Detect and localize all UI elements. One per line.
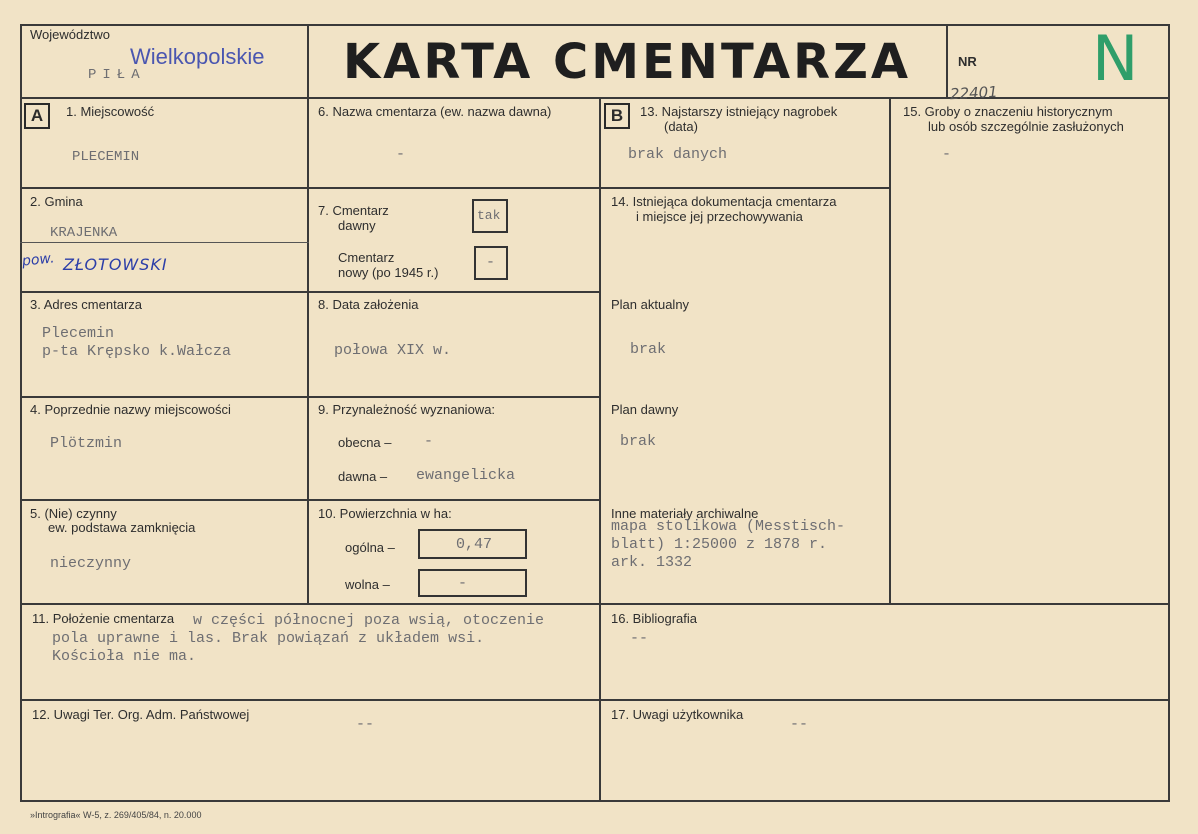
f9-label: 9. Przynależność wyznaniowa: — [318, 402, 496, 417]
f7-label-line2: dawny — [338, 218, 376, 233]
f7-nowy-line2: nowy (po 1945 r.) — [338, 265, 439, 280]
row-line — [20, 291, 309, 293]
frame-top — [20, 24, 1170, 26]
card-title: KARTA CMENTARZA — [342, 34, 912, 90]
f2-label: 2. Gmina — [30, 194, 83, 209]
row-line — [20, 242, 309, 243]
f8-value: połowa XIX w. — [334, 342, 452, 359]
f11-line2: pola uprawne i las. Brak powiązań z układem wsi. — [52, 630, 485, 647]
row-line — [307, 187, 601, 189]
f1-label: 1. Miejscowość — [66, 104, 155, 119]
row-line — [20, 396, 309, 398]
region-value: PIŁA — [88, 67, 146, 83]
f17-value: -- — [790, 716, 809, 733]
f9-obecna-label: obecna – — [338, 435, 392, 450]
f10-ogolna-value: 0,47 — [456, 536, 493, 553]
f9-dawna-value: ewangelicka — [416, 467, 516, 484]
plan-aktualny-label: Plan aktualny — [611, 297, 690, 312]
f13-value: brak danych — [628, 146, 728, 163]
f11-line3: Kościoła nie ma. — [52, 648, 197, 665]
f6-value: - — [396, 146, 406, 163]
divider-col3 — [889, 97, 891, 604]
row-line — [20, 187, 309, 189]
f5-label-line1: 5. (Nie) czynny — [30, 506, 117, 521]
f10-label: 10. Powierzchnia w ha: — [318, 506, 452, 521]
inne-line2: blatt) 1:25000 z 1878 r. — [611, 536, 828, 553]
f10-wolna-label: wolna – — [345, 577, 390, 592]
plan-dawny-value: brak — [620, 433, 657, 450]
f5-value: nieczynny — [50, 555, 132, 572]
nr-letter-marker: N — [1092, 22, 1139, 95]
row-line — [307, 291, 601, 293]
divider-col2 — [599, 97, 601, 800]
f12-value: -- — [356, 716, 375, 733]
f7-label-line1: 7. Cmentarz — [318, 203, 389, 218]
plan-aktualny-value: brak — [630, 341, 667, 358]
f16-label: 16. Bibliografia — [611, 611, 697, 626]
voivodeship-label: Województwo — [30, 27, 110, 42]
f2-value: KRAJENKA — [50, 225, 118, 241]
frame-bottom — [20, 800, 1170, 802]
nr-value: 22401 — [949, 82, 999, 104]
f14-label-line2: i miejsce jej przechowywania — [636, 209, 803, 224]
f7-nowy-line1: Cmentarz — [338, 250, 395, 265]
section-a-marker: A — [24, 103, 50, 129]
f2-handwritten-prefix: pow. — [21, 250, 56, 270]
printer-imprint: »Intrografia« W-5, z. 269/405/84, n. 20.000 — [30, 810, 202, 820]
f9-obecna-value: - — [424, 433, 434, 450]
f3-value-line1: Plecemin — [42, 325, 115, 342]
row-line — [20, 499, 309, 501]
f9-dawna-label: dawna – — [338, 469, 388, 484]
f4-value: Plötzmin — [50, 435, 123, 452]
row-line — [599, 187, 889, 189]
f3-value-line2: p-ta Krępsko k.Wałcza — [42, 343, 232, 360]
f7-nowy-box — [474, 246, 508, 280]
plan-dawny-label: Plan dawny — [611, 402, 679, 417]
f7-dawny-box — [472, 199, 508, 233]
inne-line1: mapa stolikowa (Messtisch- — [611, 518, 846, 535]
f13-label-line2: (data) — [664, 119, 698, 134]
f8-label: 8. Data założenia — [318, 297, 419, 312]
f7-dawny-value: tak — [477, 208, 501, 223]
f6-label: 6. Nazwa cmentarza (ew. nazwa dawna) — [318, 104, 552, 119]
frame-right — [1168, 24, 1170, 802]
voivodeship-stamp: Wielkopolskie — [130, 44, 265, 69]
divider-col1 — [307, 24, 309, 604]
f4-label: 4. Poprzednie nazwy miejscowości — [30, 402, 231, 417]
f15-value: - — [942, 146, 952, 163]
frame-left — [20, 24, 22, 802]
f3-label: 3. Adres cmentarza — [30, 297, 142, 312]
f7-nowy-value: - — [486, 254, 496, 271]
nr-label: NR — [958, 54, 977, 69]
f10-wolna-value: - — [458, 575, 468, 592]
f16-value: -- — [630, 630, 649, 647]
row-line — [20, 603, 1170, 605]
section-b-marker: B — [604, 103, 630, 129]
f11-line1: w części północnej poza wsią, otoczenie — [193, 612, 545, 629]
row-line — [307, 396, 601, 398]
f14-label-line1: 14. Istniejąca dokumentacja cmentarza — [611, 194, 837, 209]
f15-label-line2: lub osób szczególnie zasłużonych — [928, 119, 1124, 134]
row-line — [307, 499, 601, 501]
f1-value: PLECEMIN — [72, 149, 140, 165]
f10-wolna-box — [418, 569, 527, 597]
inne-materialy-label: Inne materiały archiwalne — [611, 506, 759, 521]
f2-handwritten: ZŁOTOWSKI — [63, 255, 168, 274]
f17-label: 17. Uwagi użytkownika — [611, 707, 744, 722]
f13-label-line1: 13. Najstarszy istniejący nagrobek — [640, 104, 838, 119]
inne-line3: ark. 1332 — [611, 554, 693, 571]
f10-ogolna-box — [418, 529, 527, 559]
f10-ogolna-label: ogólna – — [345, 540, 395, 555]
row-line — [20, 699, 1170, 701]
f5-label-line2: ew. podstawa zamknięcia — [48, 520, 196, 535]
f15-label-line1: 15. Groby o znaczeniu historycznym — [903, 104, 1113, 119]
f12-label: 12. Uwagi Ter. Org. Adm. Państwowej — [32, 707, 250, 722]
f11-label: 11. Położenie cmentarza — [32, 611, 175, 626]
